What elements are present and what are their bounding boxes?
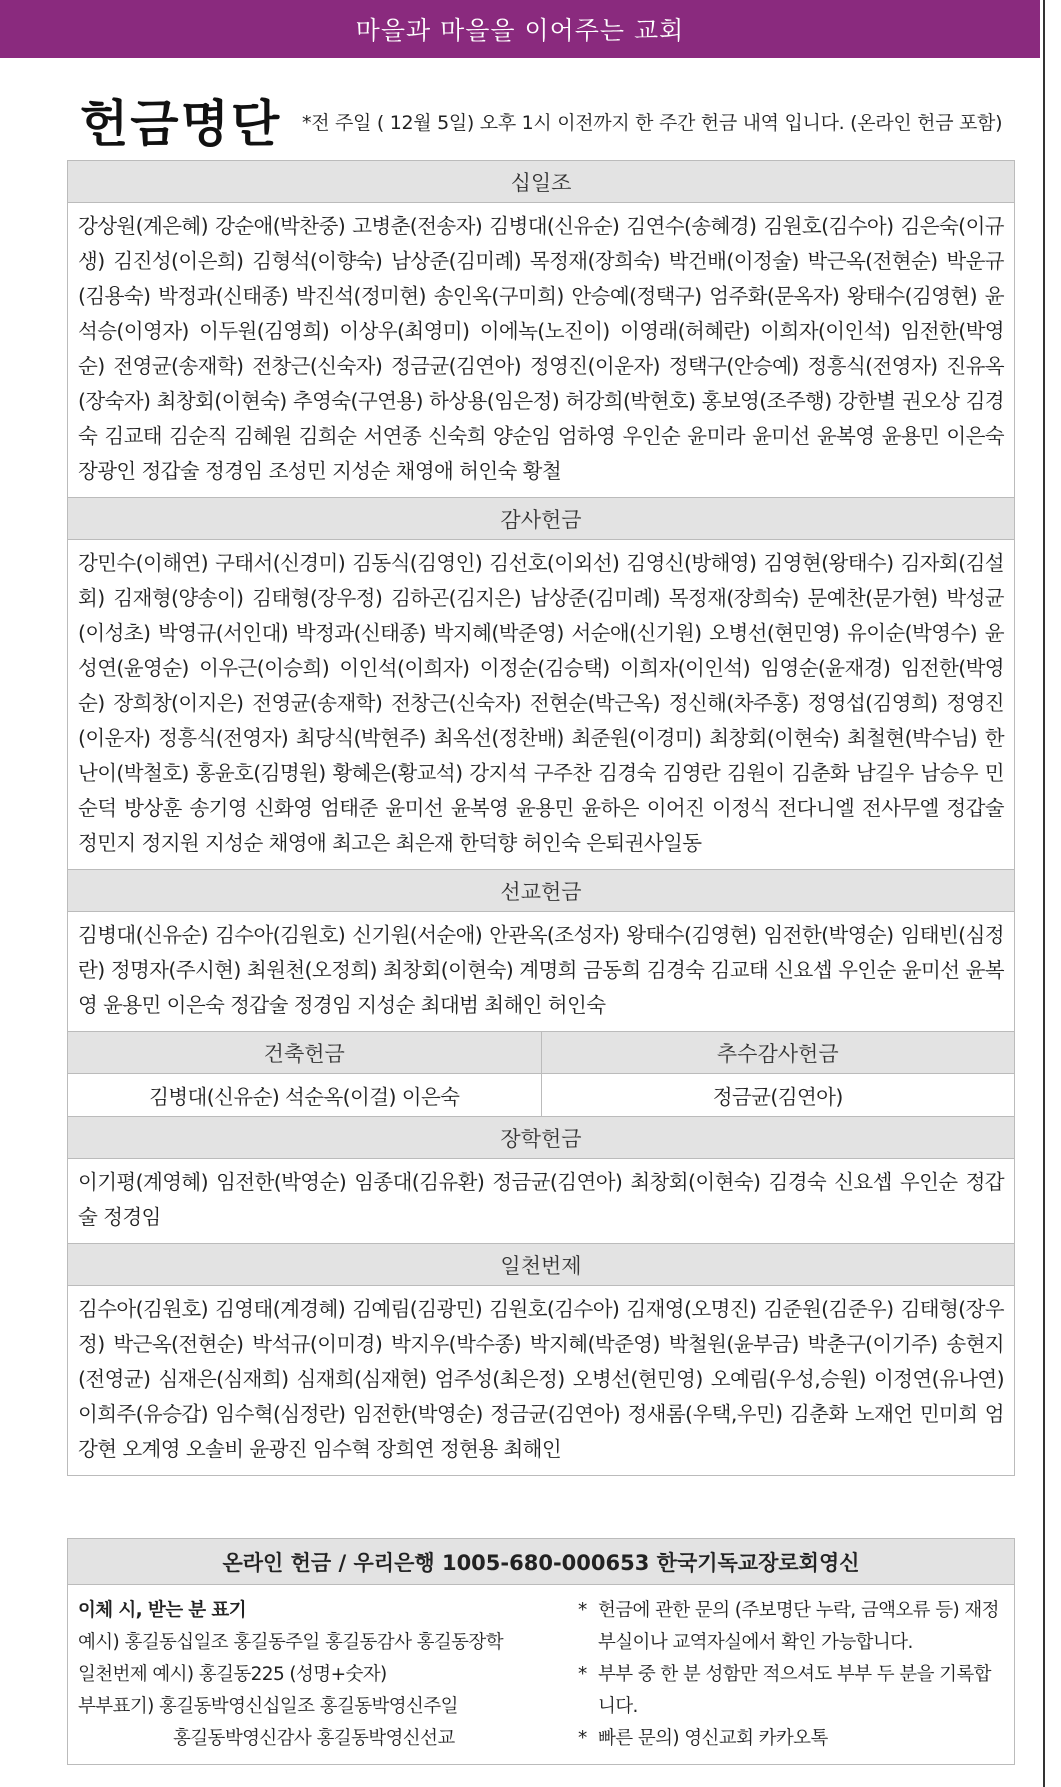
note-mark: * — [578, 1600, 587, 1621]
section-names-thousand: 김수아(김원호) 김영태(계경혜) 김예림(김광민) 김원호(김수아) 김재영(오명진) 김준원(김준우) 김태형(장우정) 박근옥(전현순) 박석규(이미경) 박지우(박수종) 박지혜(박준영) 박철원(윤부금) 박춘구(이기주) 송현지(전영균) 심재은(심재희) 심재희(심재현) 엄주성(최은정) 오병선(현민영) 오예림(우성,승원) 이정연(유나연) 이희주(유승갑) 임수혁(심정란) 임전한(박영순) 정금균(김연아) 정새롬(우택,우민) 김춘화 노재언 민미희 엄강현 오계영 오솔비 윤광진 임수혁 장희연 정현용 최해인 — [78, 1297, 1004, 1461]
account-info: 온라인 헌금 / 우리은행 1005-680-000653 한국기독교장로회영신 — [68, 1539, 1014, 1585]
note-text-1: 헌금에 관한 문의 (주보명단 누락, 금액오류 등) 재정부실이나 교역자실에서 확인 가능합니다. — [598, 1600, 999, 1653]
section-title-thanks: 감사헌금 — [68, 498, 1014, 540]
note-text-2: 부부 중 한 분 성함만 적으셔도 부부 두 분을 기록합니다. — [598, 1664, 991, 1717]
transfer-title: 이체 시, 받는 분 표기 — [78, 1600, 246, 1621]
right-divider — [1043, 0, 1045, 1787]
top-banner — [0, 0, 1040, 58]
page-header — [80, 84, 1020, 154]
note-mark: * — [578, 1728, 587, 1749]
section-title-building: 건축헌금 — [68, 1032, 541, 1074]
note-mark: * — [578, 1664, 587, 1685]
note-text-3: 빠른 문의) 영신교회 카카오톡 — [598, 1728, 828, 1749]
transfer-example-1: 예시) 홍길동십일조 홍길동주일 홍길동감사 홍길동장학 — [78, 1632, 503, 1653]
section-names-harvest: 정금균(김연아) — [712, 1085, 843, 1109]
online-offering-info — [67, 1538, 1015, 1765]
banner-text: 마을과 마을을 이어주는 교회 — [355, 16, 685, 45]
transfer-example-2: 일천번제 예시) 홍길동225 (성명+숫자) — [78, 1664, 387, 1685]
note-item — [578, 1595, 1008, 1659]
transfer-guide — [78, 1595, 568, 1755]
section-title-mission: 선교헌금 — [68, 870, 1014, 912]
page-title: 헌금명단 — [80, 94, 282, 153]
section-names-tithe: 강상원(계은혜) 강순애(박찬중) 고병춘(전송자) 김병대(신유순) 김연수(송혜경) 김원호(김수아) 김은숙(이규생) 김진성(이은희) 김형석(이향숙) 남상준(김미례) 목정재(장희숙) 박건배(이정술) 박근옥(전현순) 박운규(김용숙) 박정과(신태종) 박진석(정미현) 송인옥(구미희) 안승예(정택구) 엄주화(문옥자) 왕태수(김영현) 윤석승(이영자) 이두원(김영희) 이상우(최영미) 이에녹(노진이) 이영래(허혜란) 이희자(이인석) 임전한(박영순) 전영균(송재학) 전창근(신숙자) 정금균(김연아) 정영진(이운자) 정택구(안승예) 정흥식(전영자) 진유옥(장숙자) 최창회(이현숙) 추영숙(구연용) 하상용(임은정) 허강희(박현호) 홍보영(조주행) 강한별 권오상 김경숙 김교태 김순직 김혜원 김희순 서연종 신숙희 양순임 엄하영 우인순 윤미라 윤미선 윤복영 윤용민 이은숙 장광인 정갑술 정경임 조성민 지성순 채영애 허인숙 황철 — [68, 203, 1014, 498]
harvest-column — [542, 1032, 1015, 1116]
header-note: *전 주일 ( 12월 5일) 오후 1시 이전까지 한 주간 헌금 내역 입니다. (온라인 헌금 포함) — [302, 112, 1003, 134]
section-names-mission: 김병대(신유순) 김수아(김원호) 신기원(서순애) 안관옥(조성자) 왕태수(김영현) 임전한(박영순) 임태빈(심정란) 정명자(주시현) 최원천(오정희) 최창회(이현숙) 계명희 금동희 김경숙 김교태 신요셉 우인순 윤미선 윤복영 윤용민 이은숙 정갑술 정경임 지성순 최대범 최해인 허인숙 — [68, 912, 1014, 1032]
note-item — [578, 1659, 1008, 1723]
couple-example-1: 부부표기) 홍길동박영신십일조 홍길동박영신주일 — [78, 1696, 458, 1717]
note-item — [578, 1723, 1008, 1755]
two-column-row — [68, 1032, 1014, 1117]
section-title-tithe: 십일조 — [68, 161, 1014, 203]
section-names-building: 김병대(신유순) 석순옥(이걸) 이은숙 — [149, 1085, 460, 1109]
section-title-harvest: 추수감사헌금 — [542, 1032, 1015, 1074]
section-names-thanks: 강민수(이해연) 구태서(신경미) 김동식(김영인) 김선호(이외선) 김영신(방해영) 김영현(왕태수) 김자회(김설회) 김재형(양송이) 김태형(장우정) 김하곤(김지은) 남상준(김미례) 목정재(장희숙) 문예찬(문가현) 박성균(이성초) 박영규(서인대) 박정과(신태종) 박지혜(박준영) 서순애(신기원) 오병선(현민영) 유이순(박영수) 윤성연(윤영순) 이우근(이승희) 이인석(이희자) 이정순(김승택) 이희자(이인석) 임영순(윤재경) 임전한(박영순) 장희창(이지은) 전영균(송재학) 전창근(신숙자) 전현순(박근옥) 정신해(차주홍) 정영섭(김영희) 정영진(이운자) 정흥식(전영자) 최당식(박현주) 최옥선(정찬배) 최준원(이경미) 최창회(이현숙) 최철현(박수님) 한난이(박철호) 홍윤호(김명원) 황혜은(황교석) 강지석 구주찬 김경숙 김영란 김원이 김춘화 남길우 남승우 민순덕 방상훈 송기영 신화영 엄태준 윤미선 윤복영 윤용민 윤하은 이어진 이정식 전다니엘 전사무엘 정갑술 정민지 정지원 지성순 채영애 최고은 최은재 한덕향 허인숙 은퇴권사일동 — [68, 540, 1014, 870]
offering-list — [67, 160, 1015, 1476]
couple-example-2: 홍길동박영신감사 홍길동박영신선교 — [173, 1728, 455, 1749]
section-names-scholarship: 이기평(계영혜) 임전한(박영순) 임종대(김유환) 정금균(김연아) 최창회(이현숙) 김경숙 신요셉 우인순 정갑술 정경임 — [68, 1159, 1014, 1244]
section-title-thousand: 일천번제 — [68, 1244, 1014, 1286]
section-title-scholarship: 장학헌금 — [68, 1117, 1014, 1159]
info-notes — [578, 1595, 1008, 1755]
building-column — [68, 1032, 542, 1116]
